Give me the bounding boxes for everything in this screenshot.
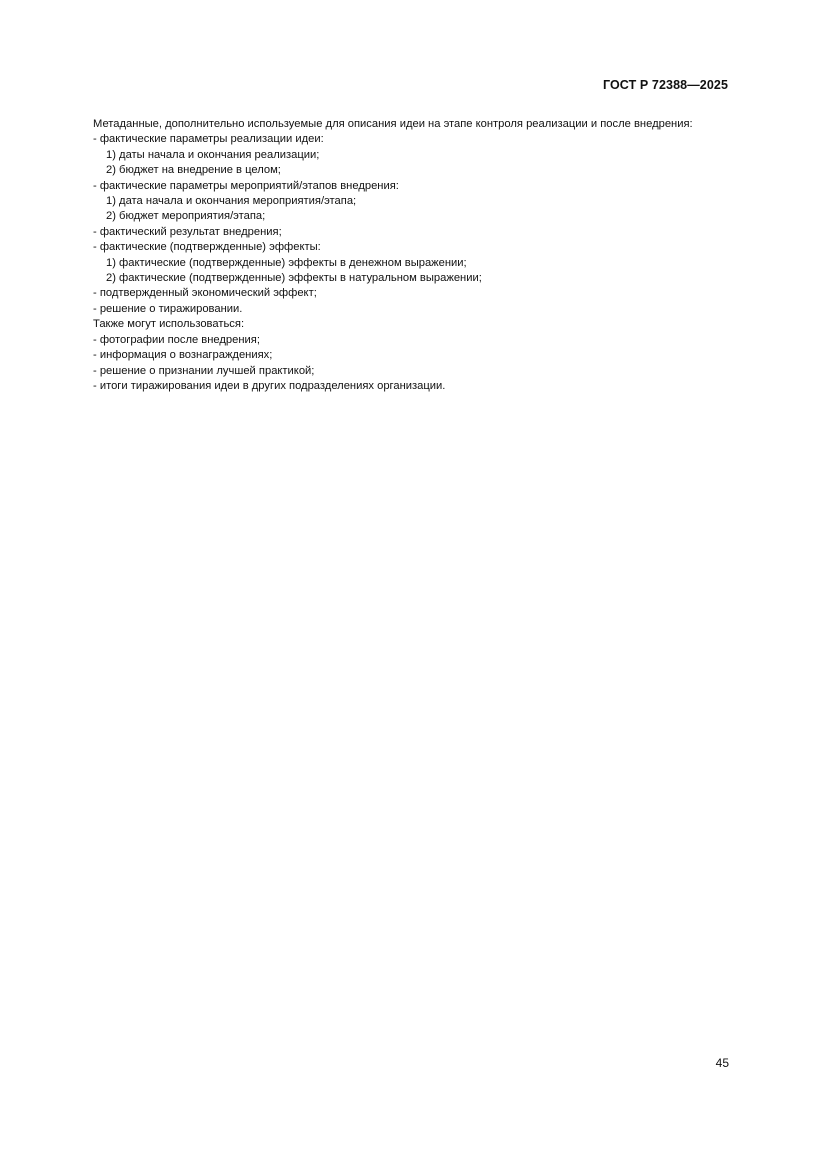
list-item: - решение о признании лучшей практикой; — [93, 364, 315, 377]
list-item: - решение о тиражировании. — [93, 302, 243, 315]
list-subitem: 2) бюджет мероприятия/этапа; — [106, 210, 266, 223]
list-item: - фактические (подтвержденные) эффекты: — [93, 241, 321, 254]
list-item: - итоги тиражирования идеи в других подразделениях организации. — [93, 379, 446, 392]
list-subitem: 1) даты начала и окончания реализации; — [106, 148, 320, 161]
page-number: 45 — [715, 1056, 729, 1070]
list-item: - фактический результат внедрения; — [93, 225, 282, 238]
list-subitem: 1) дата начала и окончания мероприятия/этапа; — [106, 195, 357, 208]
intro-paragraph: Метаданные, дополнительно используемые для описания идеи на этапе контроля реализации и после внедрения: — [93, 118, 693, 130]
list-item: Также могут использоваться: — [93, 318, 245, 331]
list-item: - информация о вознаграждениях; — [93, 349, 273, 362]
list-subitem: 1) фактические (подтвержденные) эффекты в денежном выражении; — [106, 256, 467, 269]
metadata-list — [60, 132, 729, 394]
list-subitem: 2) фактические (подтвержденные) эффекты в натуральном выражении; — [106, 272, 482, 285]
list-item: - фактические параметры реализации идеи: — [93, 133, 324, 146]
list-subitem: 2) бюджет на внедрение в целом; — [106, 164, 281, 177]
list-item: - фотографии после внедрения; — [93, 333, 260, 346]
document-body — [60, 117, 729, 394]
list-item: - подтвержденный экономический эффект; — [93, 287, 317, 300]
standard-code-header: ГОСТ Р 72388—2025 — [602, 78, 728, 92]
list-item: - фактические параметры мероприятий/этапов внедрения: — [93, 179, 399, 192]
